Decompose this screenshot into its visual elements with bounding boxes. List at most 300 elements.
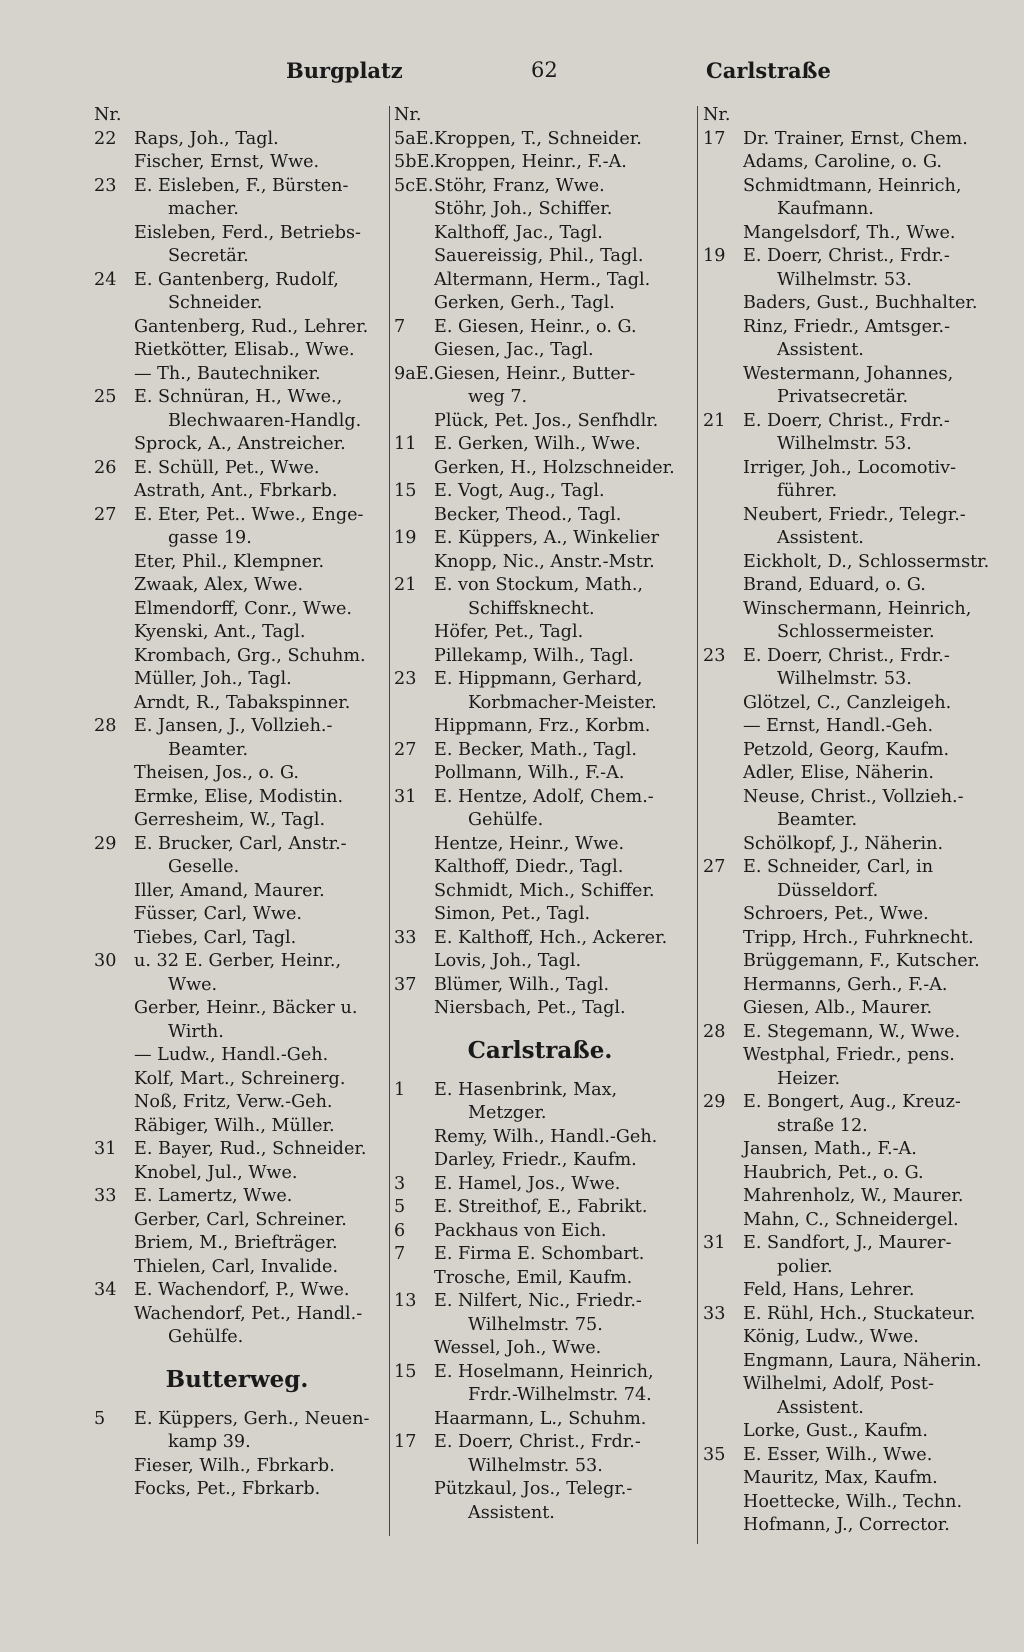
resident-text: Rinz, Friedr., Amtsger.- bbox=[743, 316, 951, 337]
resident-text: Wachendorf, Pet., Handl.- bbox=[134, 1303, 363, 1324]
resident-text: E. Brucker, Carl, Anstr.- bbox=[134, 833, 347, 854]
directory-entry bbox=[94, 1185, 380, 1209]
directory-entry bbox=[394, 1267, 686, 1291]
directory-entry bbox=[703, 1044, 995, 1068]
house-number: 9aE. bbox=[394, 363, 435, 384]
house-number: 23 bbox=[394, 669, 417, 689]
directory-entry bbox=[94, 527, 380, 551]
directory-entry bbox=[703, 527, 995, 551]
resident-text: Eisleben, Ferd., Betriebs- bbox=[134, 222, 361, 243]
directory-entry bbox=[394, 1243, 686, 1267]
resident-text: Beamter. bbox=[168, 739, 249, 760]
resident-text: Wilhelmstr. 53. bbox=[777, 269, 912, 290]
resident-text: Elmendorff, Conr., Wwe. bbox=[134, 598, 353, 619]
directory-entry bbox=[94, 715, 380, 739]
resident-text: Wilhelmi, Adolf, Post- bbox=[743, 1374, 934, 1394]
directory-entry bbox=[394, 222, 686, 246]
directory-entry bbox=[94, 151, 380, 175]
resident-text: Raps, Joh., Tagl. bbox=[134, 128, 279, 149]
house-number: 5cE. bbox=[394, 175, 434, 196]
resident-text: E. Esser, Wilh., Wwe. bbox=[743, 1444, 933, 1465]
page-header bbox=[0, 58, 1024, 88]
directory-entry bbox=[94, 104, 380, 128]
resident-text: — Ludw., Handl.-Geh. bbox=[134, 1045, 329, 1065]
resident-text: Neuse, Christ., Vollzieh.- bbox=[743, 786, 964, 807]
house-number: 31 bbox=[94, 1139, 117, 1159]
resident-text: Gerber, Carl, Schreiner. bbox=[134, 1209, 347, 1230]
resident-text: Simon, Pet., Tagl. bbox=[434, 904, 591, 924]
directory-entry bbox=[394, 480, 686, 504]
directory-entry bbox=[94, 974, 380, 998]
directory-entry bbox=[394, 1408, 686, 1432]
resident-text: Kroppen, Heinr., F.-A. bbox=[434, 152, 627, 172]
directory-entry bbox=[94, 1138, 380, 1162]
house-number: 28 bbox=[703, 1021, 726, 1042]
resident-text: Schneider. bbox=[168, 293, 263, 313]
directory-entry bbox=[703, 480, 995, 504]
resident-text: E. Hamel, Jos., Wwe. bbox=[434, 1173, 621, 1194]
directory-entry bbox=[94, 1091, 380, 1115]
resident-text: Frdr.-Wilhelmstr. 74. bbox=[468, 1385, 652, 1405]
resident-text: Höfer, Pet., Tagl. bbox=[434, 622, 584, 642]
house-number: 34 bbox=[94, 1280, 117, 1300]
resident-text: E. Stegemann, W., Wwe. bbox=[743, 1021, 961, 1042]
resident-text: Thielen, Carl, Invalide. bbox=[134, 1256, 339, 1277]
directory-entry bbox=[394, 151, 686, 175]
directory-entry bbox=[394, 245, 686, 269]
street-heading bbox=[94, 1350, 380, 1408]
resident-text: Rietkötter, Elisab., Wwe. bbox=[134, 340, 355, 360]
resident-text: Assistent. bbox=[468, 1502, 555, 1523]
house-number: 33 bbox=[703, 1303, 726, 1324]
resident-text: Kalthoff, Jac., Tagl. bbox=[434, 222, 603, 243]
resident-text: E. Küppers, Gerh., Neuen- bbox=[134, 1408, 370, 1429]
directory-entry bbox=[94, 1068, 380, 1092]
directory-entry bbox=[394, 974, 686, 998]
directory-entry bbox=[703, 410, 995, 434]
directory-entry bbox=[703, 551, 995, 575]
resident-text: Engmann, Laura, Näherin. bbox=[743, 1350, 982, 1371]
resident-text: Räbiger, Wilh., Müller. bbox=[134, 1115, 335, 1136]
resident-text: Krombach, Grg., Schuhm. bbox=[134, 645, 366, 666]
directory-entry bbox=[94, 480, 380, 504]
resident-text: Gantenberg, Rud., Lehrer. bbox=[134, 316, 369, 337]
resident-text: E. Wachendorf, P., Wwe. bbox=[134, 1280, 350, 1300]
resident-text: Tripp, Hrch., Fuhrknecht. bbox=[743, 927, 974, 948]
directory-entry bbox=[394, 1290, 686, 1314]
resident-text: E. Firma E. Schombart. bbox=[434, 1244, 645, 1264]
resident-text: Eter, Phil., Klempner. bbox=[134, 551, 325, 572]
resident-text: Müller, Joh., Tagl. bbox=[134, 669, 292, 689]
directory-entry bbox=[94, 410, 380, 434]
resident-text: Fieser, Wilh., Fbrkarb. bbox=[134, 1455, 335, 1476]
resident-text: Giesen, Heinr., Butter- bbox=[434, 363, 636, 384]
resident-text: Feld, Hans, Lehrer. bbox=[743, 1280, 915, 1300]
house-number: 31 bbox=[394, 786, 417, 807]
resident-text: Schmidt, Mich., Schiffer. bbox=[434, 880, 655, 901]
column-middle bbox=[394, 104, 686, 1525]
directory-entry bbox=[94, 363, 380, 387]
directory-entry bbox=[703, 997, 995, 1021]
resident-text: E. Doerr, Christ., Frdr.- bbox=[743, 246, 950, 266]
resident-text: E. Streithof, E., Fabrikt. bbox=[434, 1197, 648, 1217]
directory-entry bbox=[394, 457, 686, 481]
column-left bbox=[94, 104, 380, 1502]
house-number: 21 bbox=[703, 410, 726, 431]
resident-text: Iller, Amand, Maurer. bbox=[134, 880, 325, 901]
directory-entry bbox=[394, 574, 686, 598]
directory-entry bbox=[703, 363, 995, 387]
directory-entry bbox=[394, 1220, 686, 1244]
resident-text: Ermke, Elise, Modistin. bbox=[134, 786, 344, 807]
resident-text: Secretär. bbox=[168, 246, 249, 266]
directory-entry bbox=[94, 269, 380, 293]
resident-text: Jansen, Math., F.-A. bbox=[743, 1139, 917, 1159]
directory-entry bbox=[703, 1444, 995, 1468]
resident-text: Wilhelmstr. 53. bbox=[468, 1455, 603, 1476]
directory-entry bbox=[94, 1209, 380, 1233]
directory-entry bbox=[94, 950, 380, 974]
directory-entry bbox=[703, 198, 995, 222]
directory-entry bbox=[703, 1115, 995, 1139]
directory-entry bbox=[394, 762, 686, 786]
directory-entry bbox=[394, 1361, 686, 1385]
directory-entry bbox=[394, 598, 686, 622]
house-number: 1 bbox=[394, 1079, 406, 1100]
directory-entry bbox=[703, 1162, 995, 1186]
resident-text: E. Eter, Pet.. Wwe., Enge- bbox=[134, 504, 364, 525]
directory-entry bbox=[94, 1455, 380, 1479]
directory-entry bbox=[394, 1149, 686, 1173]
resident-text: Niersbach, Pet., Tagl. bbox=[434, 998, 626, 1018]
resident-text: Hermanns, Gerh., F.-A. bbox=[743, 974, 948, 995]
directory-entry bbox=[703, 1420, 995, 1444]
resident-text: Wilhelmstr. 53. bbox=[777, 434, 912, 454]
house-number: 17 bbox=[703, 128, 726, 149]
resident-text: Metzger. bbox=[468, 1103, 547, 1123]
directory-entry bbox=[394, 715, 686, 739]
resident-text: Theisen, Jos., o. G. bbox=[134, 763, 300, 783]
resident-text: Gehülfe. bbox=[468, 810, 544, 830]
directory-entry bbox=[394, 292, 686, 316]
house-number: 15 bbox=[394, 1361, 417, 1382]
directory-entry bbox=[394, 1102, 686, 1126]
directory-entry bbox=[703, 1138, 995, 1162]
resident-text: E. Gantenberg, Rudolf, bbox=[134, 269, 339, 290]
directory-entry bbox=[94, 833, 380, 857]
house-number: 21 bbox=[394, 575, 417, 595]
resident-text: führer. bbox=[777, 481, 838, 501]
directory-entry bbox=[394, 1196, 686, 1220]
house-number: 11 bbox=[394, 434, 417, 454]
directory-entry bbox=[703, 739, 995, 763]
resident-text: Blümer, Wilh., Tagl. bbox=[434, 974, 610, 995]
directory-entry bbox=[94, 128, 380, 152]
directory-entry bbox=[394, 621, 686, 645]
resident-text: E. Lamertz, Wwe. bbox=[134, 1186, 293, 1206]
header-right-street: Carlstraße bbox=[706, 58, 831, 83]
resident-text: Giesen, Alb., Maurer. bbox=[743, 998, 933, 1018]
resident-text: gasse 19. bbox=[168, 528, 252, 548]
street-heading-text: Carlstraße. bbox=[467, 1036, 613, 1064]
resident-text: Schlossermeister. bbox=[777, 622, 935, 642]
directory-entry bbox=[703, 974, 995, 998]
resident-text: Geselle. bbox=[168, 857, 240, 877]
directory-entry bbox=[703, 598, 995, 622]
directory-entry bbox=[394, 1478, 686, 1502]
directory-entry bbox=[394, 739, 686, 763]
directory-entry bbox=[94, 1232, 380, 1256]
resident-text: Trosche, Emil, Kaufm. bbox=[434, 1267, 633, 1288]
page-number: 62 bbox=[531, 58, 558, 82]
house-number: 27 bbox=[703, 857, 726, 877]
directory-entry bbox=[703, 1397, 995, 1421]
directory-entry bbox=[703, 1326, 995, 1350]
resident-text: Sprock, A., Anstreicher. bbox=[134, 434, 346, 454]
resident-text: Neubert, Friedr., Telegr.- bbox=[743, 504, 966, 525]
directory-entry bbox=[703, 1091, 995, 1115]
resident-text: Westphal, Friedr., pens. bbox=[743, 1045, 955, 1065]
directory-entry bbox=[703, 880, 995, 904]
resident-text: Assistent. bbox=[777, 340, 864, 360]
resident-text: E. Hoselmann, Heinrich, bbox=[434, 1361, 654, 1382]
house-number: 33 bbox=[94, 1186, 117, 1206]
directory-entry bbox=[394, 1337, 686, 1361]
directory-entry bbox=[703, 386, 995, 410]
house-number: 23 bbox=[703, 645, 726, 666]
directory-entry bbox=[394, 386, 686, 410]
directory-entry bbox=[394, 104, 686, 128]
directory-entry bbox=[394, 1455, 686, 1479]
directory-entry bbox=[94, 457, 380, 481]
directory-entry bbox=[94, 903, 380, 927]
directory-entry bbox=[394, 880, 686, 904]
resident-text: Dr. Trainer, Ernst, Chem. bbox=[743, 128, 968, 149]
resident-text: Petzold, Georg, Kaufm. bbox=[743, 739, 950, 760]
directory-entry bbox=[703, 1491, 995, 1515]
house-number: 13 bbox=[394, 1291, 417, 1311]
directory-entry bbox=[394, 1079, 686, 1103]
directory-entry bbox=[703, 1303, 995, 1327]
directory-entry bbox=[94, 1303, 380, 1327]
resident-text: Schmidtmann, Heinrich, bbox=[743, 175, 962, 196]
resident-text: E. Hippmann, Gerhard, bbox=[434, 669, 643, 689]
header-left-street: Burgplatz bbox=[286, 58, 403, 83]
resident-text: Darley, Friedr., Kaufm. bbox=[434, 1150, 637, 1170]
directory-entry bbox=[703, 433, 995, 457]
directory-entry bbox=[394, 1384, 686, 1408]
resident-text: Blechwaaren-Handlg. bbox=[168, 410, 362, 431]
resident-text: Kolf, Mart., Schreinerg. bbox=[134, 1068, 346, 1089]
resident-text: Haarmann, L., Schuhm. bbox=[434, 1408, 647, 1429]
directory-entry bbox=[703, 128, 995, 152]
directory-entry bbox=[394, 809, 686, 833]
resident-text: Plück, Pet. Jos., Senfhdlr. bbox=[434, 410, 659, 431]
resident-text: Brüggemann, F., Kutscher. bbox=[743, 951, 980, 971]
resident-text: E. Doerr, Christ., Frdr.- bbox=[743, 645, 950, 666]
directory-entry bbox=[703, 715, 995, 739]
directory-entry bbox=[703, 1185, 995, 1209]
resident-text: E. Küppers, A., Winkelier bbox=[434, 528, 660, 548]
directory-entry bbox=[703, 1256, 995, 1280]
house-number: 17 bbox=[394, 1432, 417, 1452]
resident-text: Assistent. bbox=[777, 528, 864, 548]
resident-text: Schroers, Pet., Wwe. bbox=[743, 904, 929, 924]
directory-entry bbox=[394, 339, 686, 363]
directory-entry bbox=[394, 433, 686, 457]
resident-text: Westermann, Johannes, bbox=[743, 363, 954, 384]
directory-entry bbox=[94, 621, 380, 645]
column-divider-2 bbox=[697, 106, 698, 1544]
resident-text: Gerresheim, W., Tagl. bbox=[134, 810, 326, 830]
resident-text: kamp 39. bbox=[168, 1432, 251, 1452]
resident-text: Mangelsdorf, Th., Wwe. bbox=[743, 222, 956, 243]
resident-text: Mauritz, Max, Kaufm. bbox=[743, 1468, 938, 1488]
resident-text: Baders, Gust., Buchhalter. bbox=[743, 293, 978, 313]
resident-text: Wilhelmstr. 75. bbox=[468, 1314, 603, 1335]
resident-text: E. Hentze, Adolf, Chem.- bbox=[434, 786, 654, 807]
directory-entry bbox=[703, 1068, 995, 1092]
resident-text: Kroppen, T., Schneider. bbox=[434, 128, 642, 149]
directory-entry bbox=[703, 222, 995, 246]
resident-text: E. Schnüran, H., Wwe., bbox=[134, 387, 343, 407]
resident-text: Gerber, Heinr., Bäcker u. bbox=[134, 998, 358, 1018]
resident-text: Brand, Eduard, o. G. bbox=[743, 575, 926, 595]
resident-text: straße 12. bbox=[777, 1115, 868, 1136]
directory-entry bbox=[94, 927, 380, 951]
house-number: 26 bbox=[94, 457, 117, 478]
directory-entry bbox=[394, 198, 686, 222]
resident-text: Packhaus von Eich. bbox=[434, 1220, 607, 1241]
directory-entry bbox=[703, 833, 995, 857]
directory-entry bbox=[703, 1350, 995, 1374]
house-number: 23 bbox=[94, 175, 117, 196]
resident-text: weg 7. bbox=[468, 387, 528, 407]
directory-entry bbox=[394, 903, 686, 927]
column-right bbox=[703, 104, 995, 1538]
directory-entry bbox=[94, 222, 380, 246]
column-divider-1 bbox=[389, 106, 390, 1536]
resident-text: Privatsecretär. bbox=[777, 387, 909, 407]
directory-entry bbox=[94, 574, 380, 598]
resident-text: E. Hasenbrink, Max, bbox=[434, 1079, 618, 1100]
resident-text: Winschermann, Heinrich, bbox=[743, 598, 972, 619]
directory-entry bbox=[703, 809, 995, 833]
directory-entry bbox=[94, 386, 380, 410]
resident-text: E. Nilfert, Nic., Friedr.- bbox=[434, 1291, 642, 1311]
directory-entry bbox=[94, 786, 380, 810]
directory-entry bbox=[703, 668, 995, 692]
house-number: 19 bbox=[394, 528, 417, 548]
house-number: 22 bbox=[94, 128, 117, 149]
resident-text: Düsseldorf. bbox=[777, 880, 879, 901]
directory-entry bbox=[94, 739, 380, 763]
resident-text: Sauereissig, Phil., Tagl. bbox=[434, 246, 644, 266]
directory-entry bbox=[94, 762, 380, 786]
directory-entry bbox=[94, 598, 380, 622]
resident-text: Briem, M., Briefträger. bbox=[134, 1233, 338, 1253]
resident-text: Wirth. bbox=[168, 1021, 224, 1042]
directory-entry bbox=[394, 504, 686, 528]
directory-entry bbox=[94, 339, 380, 363]
directory-entry bbox=[394, 950, 686, 974]
resident-text: E. Becker, Math., Tagl. bbox=[434, 739, 637, 760]
resident-text: — Ernst, Handl.-Geh. bbox=[743, 716, 934, 736]
directory-entry bbox=[94, 645, 380, 669]
directory-entry bbox=[703, 245, 995, 269]
directory-entry bbox=[394, 1126, 686, 1150]
house-number: 19 bbox=[703, 246, 726, 266]
directory-entry bbox=[703, 1021, 995, 1045]
house-number: 5 bbox=[94, 1408, 106, 1429]
directory-entry bbox=[94, 433, 380, 457]
directory-entry bbox=[94, 692, 380, 716]
resident-text: Schölkopf, J., Näherin. bbox=[743, 833, 944, 854]
resident-text: Pillekamp, Wilh., Tagl. bbox=[434, 645, 634, 666]
directory-entry bbox=[94, 1279, 380, 1303]
resident-text: Heizer. bbox=[777, 1068, 841, 1089]
resident-text: Eickholt, D., Schlossermstr. bbox=[743, 551, 990, 572]
resident-text: Beamter. bbox=[777, 810, 858, 830]
resident-text: Lovis, Joh., Tagl. bbox=[434, 951, 582, 971]
directory-entry bbox=[394, 668, 686, 692]
street-heading-text: Butterweg. bbox=[165, 1365, 309, 1393]
directory-entry bbox=[394, 692, 686, 716]
directory-entry bbox=[703, 292, 995, 316]
resident-text: E. Vogt, Aug., Tagl. bbox=[434, 481, 605, 501]
house-number: 15 bbox=[394, 481, 417, 501]
resident-text: E. Gerken, Wilh., Wwe. bbox=[434, 434, 641, 454]
directory-entry bbox=[94, 198, 380, 222]
resident-text: Tiebes, Carl, Tagl. bbox=[134, 927, 297, 948]
resident-text: Glötzel, C., Canzleigeh. bbox=[743, 692, 952, 713]
resident-text: Giesen, Jac., Tagl. bbox=[434, 340, 594, 360]
resident-text: Becker, Theod., Tagl. bbox=[434, 504, 622, 525]
resident-text: König, Ludw., Wwe. bbox=[743, 1327, 919, 1347]
resident-text: Adler, Elise, Näherin. bbox=[743, 763, 934, 783]
directory-entry bbox=[394, 927, 686, 951]
directory-entry bbox=[703, 1467, 995, 1491]
resident-text: Hippmann, Frz., Korbm. bbox=[434, 716, 651, 736]
house-number: 29 bbox=[94, 833, 117, 854]
directory-entry bbox=[394, 527, 686, 551]
directory-entry bbox=[94, 504, 380, 528]
directory-entry bbox=[94, 316, 380, 340]
resident-text: Knobel, Jul., Wwe. bbox=[134, 1162, 298, 1183]
directory-entry bbox=[394, 128, 686, 152]
directory-entry bbox=[94, 997, 380, 1021]
directory-entry bbox=[703, 457, 995, 481]
directory-entry bbox=[703, 645, 995, 669]
directory-entry bbox=[94, 245, 380, 269]
house-number: 5 bbox=[394, 1197, 406, 1217]
house-number: 27 bbox=[94, 504, 117, 525]
resident-text: Knopp, Nic., Anstr.-Mstr. bbox=[434, 551, 655, 572]
house-number: 37 bbox=[394, 974, 417, 995]
directory-entry bbox=[703, 316, 995, 340]
directory-entry bbox=[94, 1408, 380, 1432]
directory-entry bbox=[94, 551, 380, 575]
house-number: 5aE. bbox=[394, 128, 435, 149]
resident-text: Kyenski, Ant., Tagl. bbox=[134, 622, 306, 642]
house-number: 31 bbox=[703, 1233, 726, 1253]
directory-entry bbox=[94, 1021, 380, 1045]
resident-text: E. Rühl, Hch., Stuckateur. bbox=[743, 1303, 976, 1324]
house-number: 24 bbox=[94, 269, 117, 290]
resident-text: u. 32 E. Gerber, Heinr., bbox=[134, 951, 342, 971]
directory-entry bbox=[394, 1314, 686, 1338]
resident-text: Wwe. bbox=[168, 974, 218, 995]
